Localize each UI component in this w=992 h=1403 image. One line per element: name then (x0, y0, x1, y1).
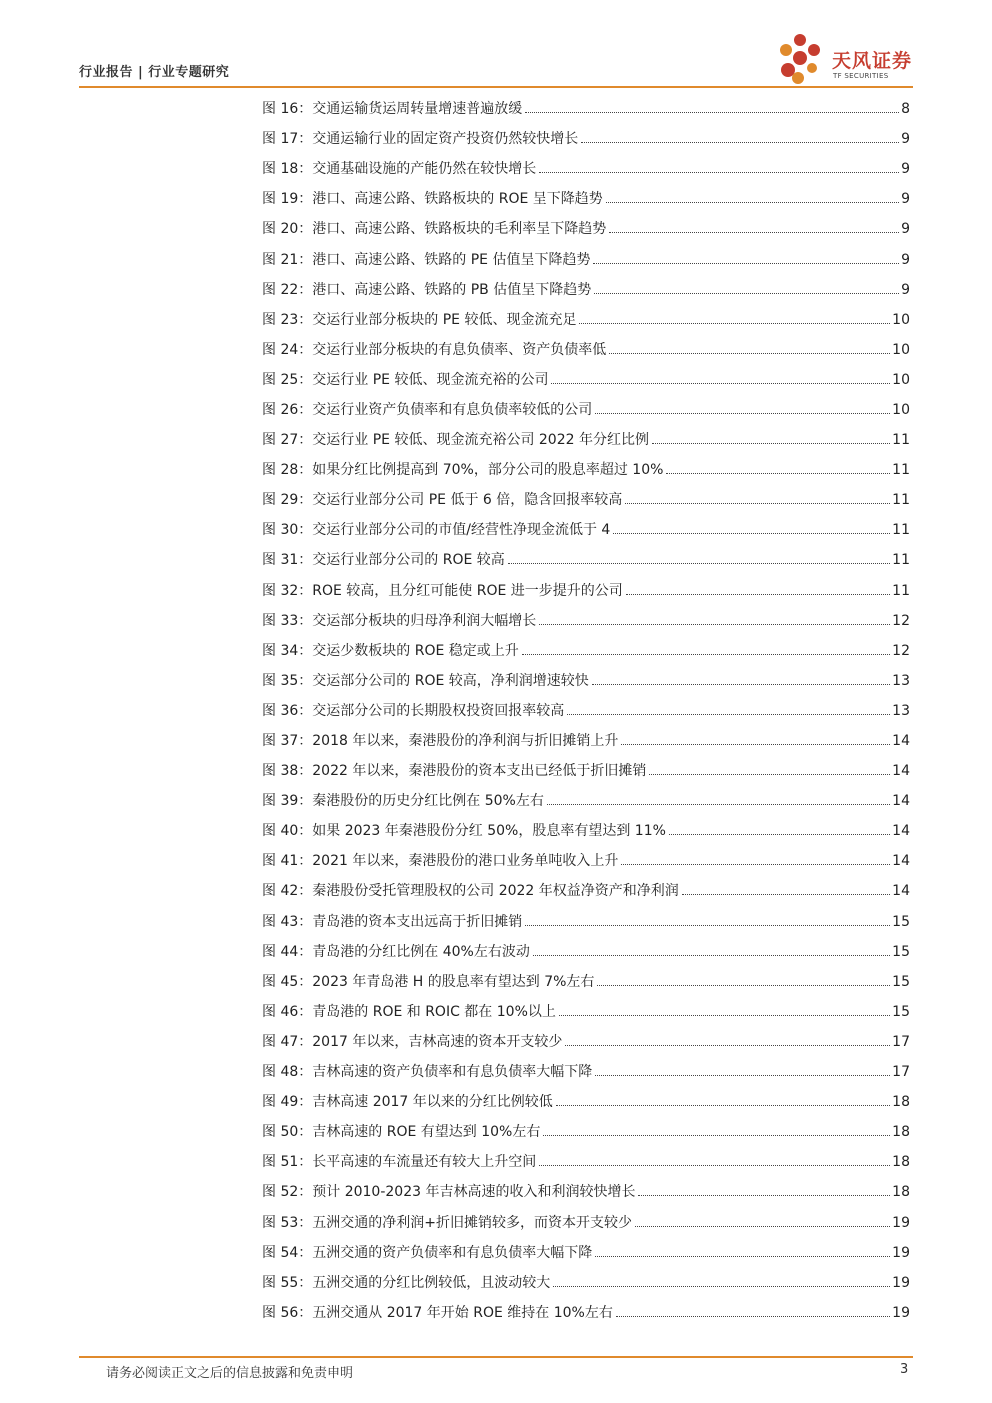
toc-entry-page: 9 (901, 281, 910, 298)
toc-entry-label: 图 23：交运行业部分板块的 PE 较低、现金流充足 (262, 311, 577, 328)
toc-dot-leader (592, 683, 890, 685)
toc-entry-page: 15 (892, 973, 910, 990)
toc-dot-leader (539, 1164, 890, 1166)
toc-entry[interactable] (262, 636, 910, 666)
toc-dot-leader (579, 322, 890, 324)
toc-entry[interactable] (262, 214, 910, 244)
toc-dot-leader (547, 803, 890, 805)
toc-entry-page: 11 (892, 432, 910, 449)
toc-dot-leader (652, 442, 890, 444)
toc-entry-label: 图 22：港口、高速公路、铁路的 PB 估值呈下降趋势 (262, 281, 592, 298)
toc-entry-page: 9 (901, 161, 910, 178)
toc-dot-leader (666, 472, 890, 474)
toc-entry[interactable] (262, 816, 910, 846)
toc-entry-page: 18 (892, 1154, 910, 1171)
toc-dot-leader (533, 954, 890, 956)
toc-dot-leader (581, 141, 899, 143)
page-header (0, 0, 992, 90)
toc-dot-leader (522, 653, 890, 655)
toc-entry-page: 19 (892, 1304, 910, 1321)
toc-entry-label: 图 52：预计 2010-2023 年吉林高速的收入和利润较快增长 (262, 1184, 636, 1201)
toc-entry-page: 19 (892, 1274, 910, 1291)
toc-entry[interactable] (262, 696, 910, 726)
toc-dot-leader (597, 984, 890, 986)
toc-entry[interactable] (262, 1117, 910, 1147)
toc-entry-page: 13 (892, 702, 910, 719)
toc-dot-leader (567, 713, 890, 715)
report-category-title: 行业报告 | 行业专题研究 (79, 65, 230, 80)
toc-dot-leader (543, 1134, 890, 1136)
toc-dot-leader (525, 111, 899, 113)
toc-dot-leader (649, 773, 890, 775)
toc-entry-page: 11 (892, 522, 910, 539)
toc-dot-leader (565, 1044, 890, 1046)
toc-dot-leader (621, 743, 890, 745)
toc-dot-leader (635, 1225, 890, 1227)
toc-dot-leader (625, 502, 890, 504)
toc-entry-label: 图 25：交运行业 PE 较低、现金流充裕的公司 (262, 371, 549, 388)
toc-dot-leader (609, 352, 890, 354)
toc-dot-leader (539, 171, 899, 173)
toc-entry-label: 图 31：交运行业部分公司的 ROE 较高 (262, 552, 505, 569)
toc-dot-leader (559, 1014, 890, 1016)
logo-english-name: TF SECURITIES (833, 72, 889, 80)
toc-entry-label: 图 34：交运少数板块的 ROE 稳定或上升 (262, 642, 519, 659)
toc-entry-page: 15 (892, 943, 910, 960)
toc-entry[interactable] (262, 1147, 910, 1177)
toc-dot-leader (594, 292, 899, 294)
toc-entry[interactable] (262, 455, 910, 485)
toc-entry[interactable] (262, 305, 910, 335)
toc-entry-label: 图 17：交通运输行业的固定资产投资仍然较快增长 (262, 131, 579, 148)
toc-entry-page: 10 (892, 371, 910, 388)
toc-entry-page: 14 (892, 883, 910, 900)
toc-entry[interactable] (262, 666, 910, 696)
toc-entry[interactable] (262, 94, 910, 124)
footer-disclaimer: 请务必阅读正文之后的信息披露和免责申明 (106, 1366, 354, 1381)
toc-dot-leader (508, 562, 890, 564)
toc-entry[interactable] (262, 606, 910, 636)
toc-entry-label: 图 30：交运行业部分公司的市值/经营性净现金流低于 4 (262, 522, 611, 539)
toc-entry[interactable] (262, 846, 910, 876)
toc-entry-label: 图 40：如果 2023 年秦港股份分红 50%，股息率有望达到 11% (262, 823, 666, 840)
toc-entry-label: 图 36：交运部分公司的长期股权投资回报率较高 (262, 702, 565, 719)
toc-entry-label: 图 46：青岛港的 ROE 和 ROIC 都在 10%以上 (262, 1003, 556, 1020)
toc-entry-label: 图 55：五洲交通的分红比例较低，且波动较大 (262, 1274, 551, 1291)
toc-entry-label: 图 42：秦港股份受托管理股权的公司 2022 年权益净资产和净利润 (262, 883, 679, 900)
toc-entry-label: 图 45：2023 年青岛港 H 的股息率有望达到 7%左右 (262, 973, 595, 990)
toc-entry-label: 图 56：五洲交通从 2017 年开始 ROE 维持在 10%左右 (262, 1304, 613, 1321)
toc-entry-label: 图 32：ROE 较高，且分红可能使 ROE 进一步提升的公司 (262, 582, 623, 599)
toc-entry[interactable] (262, 1027, 910, 1057)
toc-entry-label: 图 26：交运行业资产负债率和有息负债率较低的公司 (262, 401, 593, 418)
toc-entry-label: 图 35：交运部分公司的 ROE 较高，净利润增速较快 (262, 672, 589, 689)
toc-entry[interactable] (262, 1207, 910, 1237)
toc-dot-leader (556, 1104, 890, 1106)
toc-entry-page: 18 (892, 1124, 910, 1141)
toc-entry[interactable] (262, 756, 910, 786)
toc-entry-page: 11 (892, 582, 910, 599)
toc-dot-leader (551, 382, 890, 384)
toc-entry[interactable] (262, 184, 910, 214)
logo-chinese-name: 天风证券 (832, 50, 913, 72)
toc-dot-leader (539, 623, 890, 625)
toc-entry-label: 图 19：港口、高速公路、铁路板块的 ROE 呈下降趋势 (262, 191, 603, 208)
toc-entry[interactable] (262, 515, 910, 545)
toc-entry[interactable] (262, 967, 910, 997)
toc-entry-label: 图 37：2018 年以来，秦港股份的净利润与折旧摊销上升 (262, 733, 619, 750)
toc-entry[interactable] (262, 275, 910, 305)
toc-dot-leader (525, 924, 890, 926)
toc-entry-page: 11 (892, 492, 910, 509)
toc-entry-page: 12 (892, 612, 910, 629)
toc-entry[interactable] (262, 907, 910, 937)
toc-dot-leader (593, 262, 899, 264)
toc-entry-page: 10 (892, 401, 910, 418)
toc-entry-page: 19 (892, 1214, 910, 1231)
toc-entry-page: 18 (892, 1184, 910, 1201)
toc-entry-page: 9 (901, 221, 910, 238)
toc-entry[interactable] (262, 1268, 910, 1298)
toc-entry[interactable] (262, 244, 910, 274)
toc-entry[interactable] (262, 1238, 910, 1268)
toc-entry[interactable] (262, 545, 910, 575)
toc-entry[interactable] (262, 876, 910, 906)
toc-entry-label: 图 39：秦港股份的历史分红比例在 50%左右 (262, 793, 544, 810)
toc-dot-leader (638, 1194, 890, 1196)
toc-entry-label: 图 50：吉林高速的 ROE 有望达到 10%左右 (262, 1124, 541, 1141)
toc-entry-page: 15 (892, 1003, 910, 1020)
toc-entry[interactable] (262, 1057, 910, 1087)
toc-entry-page: 10 (892, 341, 910, 358)
toc-entry-label: 图 27：交运行业 PE 较低、现金流充裕公司 2022 年分红比例 (262, 432, 649, 449)
toc-entry-label: 图 33：交运部分板块的归母净利润大幅增长 (262, 612, 537, 629)
toc-entry-label: 图 51：长平高速的车流量还有较大上升空间 (262, 1154, 537, 1171)
toc-entry-page: 14 (892, 793, 910, 810)
toc-entry[interactable] (262, 124, 910, 154)
toc-entry[interactable] (262, 576, 910, 606)
toc-entry-page: 8 (901, 101, 910, 118)
toc-entry[interactable] (262, 997, 910, 1027)
toc-entry-label: 图 54：五洲交通的资产负债率和有息负债率大幅下降 (262, 1244, 593, 1261)
toc-entry-label: 图 44：青岛港的分红比例在 40%左右波动 (262, 943, 530, 960)
toc-entry-label: 图 43：青岛港的资本支出远高于折旧摊销 (262, 913, 523, 930)
toc-entry-label: 图 48：吉林高速的资产负债率和有息负债率大幅下降 (262, 1064, 593, 1081)
toc-entry-page: 9 (901, 251, 910, 268)
toc-entry-page: 17 (892, 1064, 910, 1081)
toc-entry-label: 图 38：2022 年以来，秦港股份的资本支出已经低于折旧摊销 (262, 763, 647, 780)
toc-dot-leader (613, 532, 890, 534)
toc-entry[interactable] (262, 937, 910, 967)
toc-entry-page: 11 (892, 552, 910, 569)
toc-entry-page: 18 (892, 1094, 910, 1111)
toc-entry-page: 15 (892, 913, 910, 930)
toc-entry-label: 图 53：五洲交通的净利润+折旧摊销较多，而资本开支较少 (262, 1214, 632, 1231)
toc-entry-page: 10 (892, 311, 910, 328)
tf-securities-logo (776, 32, 926, 88)
toc-entry-page: 14 (892, 763, 910, 780)
toc-entry[interactable] (262, 1087, 910, 1117)
toc-dot-leader (553, 1285, 890, 1287)
toc-entry[interactable] (262, 786, 910, 816)
footer-divider (79, 1356, 913, 1358)
toc-entry-page: 9 (901, 131, 910, 148)
toc-entry-page: 14 (892, 853, 910, 870)
toc-entry-label: 图 41：2021 年以来，秦港股份的港口业务单吨收入上升 (262, 853, 619, 870)
toc-entry[interactable] (262, 1177, 910, 1207)
page-number: 3 (900, 1362, 909, 1377)
toc-entry[interactable] (262, 365, 910, 395)
tf-logo-icon (776, 32, 826, 88)
toc-dot-leader (682, 893, 890, 895)
toc-entry-page: 13 (892, 672, 910, 689)
toc-dot-leader (595, 1074, 890, 1076)
toc-entry[interactable] (262, 1298, 910, 1328)
toc-entry-page: 9 (901, 191, 910, 208)
toc-entry-label: 图 21：港口、高速公路、铁路的 PE 估值呈下降趋势 (262, 251, 591, 268)
toc-dot-leader (626, 593, 890, 595)
toc-dot-leader (616, 1315, 890, 1317)
toc-entry-label: 图 24：交运行业部分板块的有息负债率、资产负债率低 (262, 341, 607, 358)
toc-entry-page: 19 (892, 1244, 910, 1261)
toc-entry[interactable] (262, 485, 910, 515)
toc-dot-leader (669, 833, 890, 835)
toc-dot-leader (609, 231, 899, 233)
header-divider (79, 86, 913, 88)
toc-entry-page: 12 (892, 642, 910, 659)
toc-entry[interactable] (262, 395, 910, 425)
toc-entry-label: 图 16：交通运输货运周转量增速普遍放缓 (262, 101, 523, 118)
toc-entry-page: 14 (892, 733, 910, 750)
toc-entry-label: 图 28：如果分红比例提高到 70%，部分公司的股息率超过 10% (262, 462, 664, 479)
toc-entry[interactable] (262, 154, 910, 184)
toc-entry-page: 14 (892, 823, 910, 840)
toc-dot-leader (621, 863, 890, 865)
toc-dot-leader (595, 1255, 890, 1257)
toc-entry-label: 图 49：吉林高速 2017 年以来的分红比例较低 (262, 1094, 553, 1111)
toc-entry-label: 图 29：交运行业部分公司 PE 低于 6 倍，隐含回报率较高 (262, 492, 623, 509)
figure-list (262, 94, 910, 1328)
toc-entry-page: 11 (892, 462, 910, 479)
toc-entry-page: 17 (892, 1033, 910, 1050)
toc-entry-label: 图 47：2017 年以来，吉林高速的资本开支较少 (262, 1033, 563, 1050)
toc-dot-leader (606, 201, 899, 203)
toc-entry-label: 图 20：港口、高速公路、铁路板块的毛利率呈下降趋势 (262, 221, 607, 238)
toc-dot-leader (595, 412, 890, 414)
toc-entry-label: 图 18：交通基础设施的产能仍然在较快增长 (262, 161, 537, 178)
toc-entry[interactable] (262, 425, 910, 455)
toc-entry[interactable] (262, 335, 910, 365)
toc-entry[interactable] (262, 726, 910, 756)
